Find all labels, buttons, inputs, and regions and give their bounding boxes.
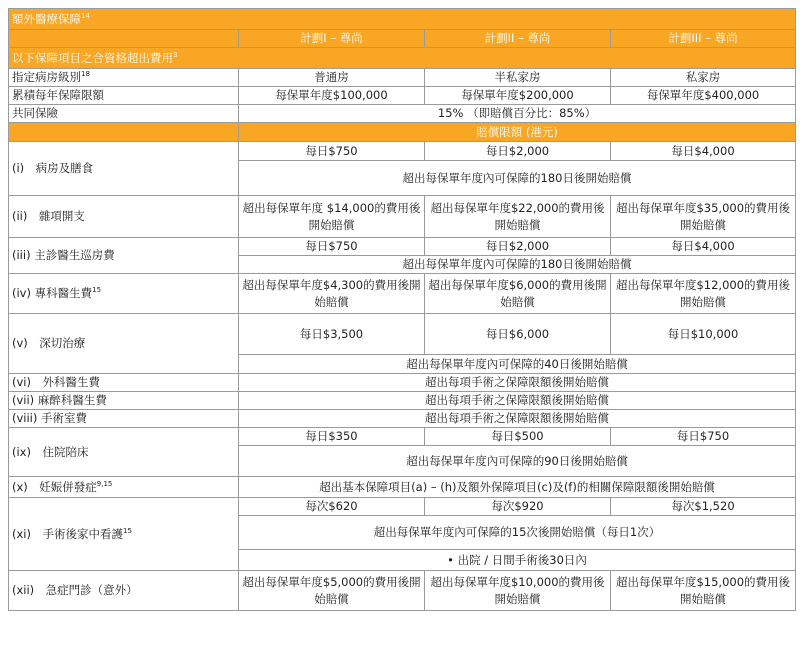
table-title: 額外醫療保障$^{14}$: [9, 9, 796, 30]
cell-value: 每日$4,000: [611, 142, 796, 161]
plan-3-header: 計劃III – 尊尚: [611, 30, 796, 48]
row-label: (i) 病房及膳食: [9, 142, 239, 196]
table-row: [9, 498, 796, 516]
table-row: [9, 274, 796, 314]
cell-value: 超出每保單年度$15,000的費用後開始賠償: [611, 571, 796, 611]
cell-value: 每日$500: [425, 428, 611, 446]
table-row: [9, 392, 796, 410]
row-label: (vi) 外科醫生費: [9, 374, 239, 392]
cell-value: 每保單年度$200,000: [425, 87, 611, 105]
plan-1-header: 計劃I – 尊尚: [239, 30, 425, 48]
cell-value: 每日$6,000: [425, 314, 611, 355]
cell-value: 超出每保單年度 $14,000的費用後開始賠償: [239, 196, 425, 238]
table-row: [9, 571, 796, 611]
table-row: [9, 105, 796, 123]
cell-value: 每日$750: [239, 142, 425, 161]
cell-note: 超出每保單年度內可保障的40日後開始賠償: [239, 355, 796, 374]
cell-value: 每日$3,500: [239, 314, 425, 355]
row-label: 共同保險: [9, 105, 239, 123]
section-title: 以下保障項目之合資格超出費用$^3$: [9, 48, 796, 69]
row-label: (xi) 手術後家中看護$^{15}$: [9, 498, 239, 571]
cell-note: 超出每項手術之保障限額後開始賠償: [239, 374, 796, 392]
cell-value: 超出每保單年度$5,000的費用後開始賠償: [239, 571, 425, 611]
cell-note: • 出院 / 日間手術後30日內: [239, 550, 796, 571]
table-row: [9, 69, 796, 87]
row-label: 指定病房級別$^{18}$: [9, 69, 239, 87]
table-row: [9, 374, 796, 392]
cell-value: 普通房: [239, 69, 425, 87]
cell-value: 每保單年度$100,000: [239, 87, 425, 105]
table-row: [9, 238, 796, 256]
table-row: [9, 428, 796, 446]
cell-note: 超出每保單年度內可保障的180日後開始賠償: [239, 256, 796, 274]
table-row: [9, 196, 796, 238]
cell-value: 每日$4,000: [611, 238, 796, 256]
row-label: (ii) 雜項開支: [9, 196, 239, 238]
cell-note: 超出每保單年度內可保障的180日後開始賠償: [239, 161, 796, 196]
cell-value: 每日$350: [239, 428, 425, 446]
table-row: [9, 142, 796, 161]
cell-note: 超出基本保障項目(a) – (h)及額外保障項目(c)及(f)的相關保障限額後開始賠償: [239, 477, 796, 498]
cell-value: 超出每保單年度$12,000的費用後開始賠償: [611, 274, 796, 314]
cell-value: 每日$750: [611, 428, 796, 446]
table-row: [9, 477, 796, 498]
plan-header-blank: [9, 30, 239, 48]
title-row: [9, 9, 796, 30]
cell-value: 每次$920: [425, 498, 611, 516]
benefit-table: [8, 8, 796, 611]
cell-value: 超出每保單年度$35,000的費用後開始賠償: [611, 196, 796, 238]
cell-value: 超出每保單年度$10,000的費用後開始賠償: [425, 571, 611, 611]
row-label: (xii) 急症門診（意外）: [9, 571, 239, 611]
cell-note: 超出每保單年度內可保障的90日後開始賠償: [239, 446, 796, 477]
cell-value: 15% （即賠償百分比：85%）: [239, 105, 796, 123]
cell-value: 每保單年度$400,000: [611, 87, 796, 105]
cell-value: 私家房: [611, 69, 796, 87]
row-label: (iii) 主診醫生巡房費: [9, 238, 239, 274]
table-row: [9, 314, 796, 355]
cell-note: 超出每項手術之保障限額後開始賠償: [239, 410, 796, 428]
row-label: (v) 深切治療: [9, 314, 239, 374]
cell-value: 半私家房: [425, 69, 611, 87]
cell-value: 超出每保單年度$22,000的費用後開始賠償: [425, 196, 611, 238]
section-row: [9, 48, 796, 69]
cell-value: 每日$2,000: [425, 238, 611, 256]
table-row: [9, 410, 796, 428]
cell-value: 每次$620: [239, 498, 425, 516]
row-label: 累積每年保障限額: [9, 87, 239, 105]
cell-value: 超出每保單年度$4,300的費用後開始賠償: [239, 274, 425, 314]
cell-value: 每日$2,000: [425, 142, 611, 161]
table-row: [9, 87, 796, 105]
benefit-header-blank: [9, 123, 239, 142]
cell-value: 每次$1,520: [611, 498, 796, 516]
cell-note: 超出每保單年度內可保障的15次後開始賠償（每日1次）: [239, 516, 796, 550]
row-label: (iv) 專科醫生費$^{15}$: [9, 274, 239, 314]
cell-value: 每日$750: [239, 238, 425, 256]
benefit-header: 賠償限額 (港元): [239, 123, 796, 142]
row-label: (vii) 麻醉科醫生費: [9, 392, 239, 410]
cell-note: 超出每項手術之保障限額後開始賠償: [239, 392, 796, 410]
cell-value: 超出每保單年度$6,000的費用後開始賠償: [425, 274, 611, 314]
benefit-header-row: [9, 123, 796, 142]
row-label: (ix) 住院陪床: [9, 428, 239, 477]
row-label: (viii) 手術室費: [9, 410, 239, 428]
row-label: (x) 妊娠併發症$^{9,15}$: [9, 477, 239, 498]
cell-value: 每日$10,000: [611, 314, 796, 355]
plan-header-row: [9, 30, 796, 48]
plan-2-header: 計劃II – 尊尚: [425, 30, 611, 48]
